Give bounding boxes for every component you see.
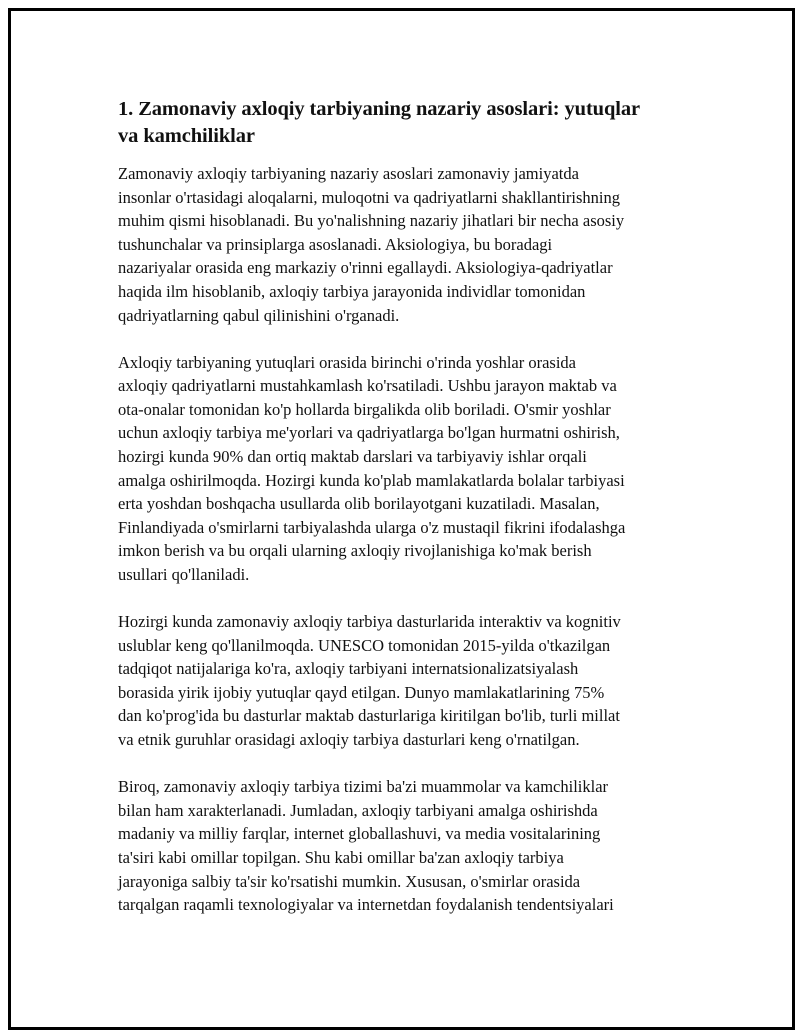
text-line: tushunchalar va prinsiplarga asoslanadi. Aksiologiya, bu boradagi [118,234,553,254]
text-line: Hozirgi kunda zamonaviy axloqiy tarbiya dasturlarida interaktiv va kognitiv [118,612,621,632]
heading-line: 1. Zamonaviy axloqiy tarbiyaning nazariy asoslari: yutuqlar [118,98,641,120]
text-line: muhim qismi hisoblanadi. Bu yo'nalishning nazariy jihatlari bir necha asosiy [118,211,625,231]
text-line: jarayoniga salbiy ta'sir ko'rsatishi mumkin. Xususan, o'smirlar orasida [118,871,581,891]
text-line: imkon berish va bu orqali ularning axloqiy rivojlanishiga ko'mak berish [118,541,592,561]
document-body [118,96,698,940]
paragraph [118,775,698,917]
paragraph [118,351,698,587]
heading-line: va kamchiliklar [118,125,255,147]
text-line: haqida ilm hisoblanib, axloqiy tarbiya jarayonida individlar tomonidan [118,281,586,301]
text-line: Finlandiyada o'smirlarni tarbiyalashda ularga o'z mustaqil fikrini ifodalashga [118,517,626,537]
text-line: insonlar o'rtasidagi aloqalarni, muloqotni va qadriyatlarni shakllantirishning [118,187,620,207]
text-line: qadriyatlarning qabul qilinishini o'rganadi. [118,305,400,325]
text-line: erta yoshdan boshqacha usullarda olib borilayotgani kuzatiladi. Masalan, [118,494,600,514]
text-line: dan ko'prog'ida bu dasturlar maktab dasturlariga kiritilgan bo'lib, turli millat [118,706,620,726]
text-line: usullari qo'llaniladi. [118,565,250,584]
text-line: tadqiqot natijalariga ko'ra, axloqiy tarbiyani internatsionalizatsiyalash [118,659,579,679]
text-line: Zamonaviy axloqiy tarbiyaning nazariy asoslari zamonaviy jamiyatda [118,164,579,183]
page-frame [8,8,795,1030]
text-line: va etnik guruhlar orasidagi axloqiy tarbiya dasturlari keng o'rnatilgan. [118,730,580,750]
text-line: nazariyalar orasida eng markaziy o'rinni egallaydi. Aksiologiya-qadriyatlar [118,258,613,278]
text-line: ota-onalar tomonidan ko'p hollarda birgalikda olib boriladi. O'smir yoshlar [118,399,611,419]
text-line: tarqalgan raqamli texnologiyalar va internetdan foydalanish tendentsiyalari [118,895,614,915]
text-line: Axloqiy tarbiyaning yutuqlari orasida birinchi o'rinda yoshlar orasida [118,352,576,372]
text-line: amalga oshirilmoqda. Hozirgi kunda ko'plab mamlakatlarda bolalar tarbiyasi [118,470,625,490]
text-line: axloqiy qadriyatlarni mustahkamlash ko'rsatiladi. Ushbu jarayon maktab va [118,376,617,396]
text-line: ta'siri kabi omillar topilgan. Shu kabi omillar ba'zan axloqiy tarbiya [118,847,564,867]
text-line: Biroq, zamonaviy axloqiy tarbiya tizimi ba'zi muammolar va kamchiliklar [118,777,609,797]
text-line: uchun axloqiy tarbiya me'yorlari va qadriyatlarga bo'lgan hurmatni oshirish, [118,423,620,443]
paragraph [118,610,698,752]
text-line: madaniy va milliy farqlar, internet globallashuvi, va media vositalarining [118,824,601,844]
text-line: uslublar keng qo'llanilmoqda. UNESCO tomonidan 2015-yilda o'tkazilgan [118,635,611,655]
text-line: hozirgi kunda 90% dan ortiq maktab darslari va tarbiyaviy ishlar orqali [118,447,587,467]
text-line: borasida yirik ijobiy yutuqlar qayd etilgan. Dunyo mamlakatlarining 75% [118,682,605,702]
section-heading [118,96,698,150]
paragraph [118,162,698,327]
text-line: bilan ham xarakterlanadi. Jumladan, axloqiy tarbiyani amalga oshirishda [118,800,598,820]
